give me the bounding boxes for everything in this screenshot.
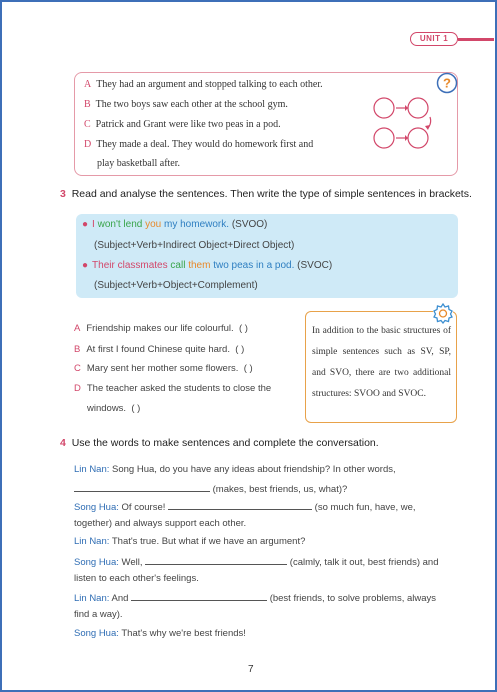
question-icon xyxy=(436,72,458,94)
answer-blank-2[interactable] xyxy=(168,500,312,510)
dialog-line-1: Lin Nan: Song Hua, do you have any ideas about friendship? In other words, xyxy=(74,464,396,475)
option-a: A They had an argument and stopped talking to each other. xyxy=(84,79,323,90)
dialog-line-4-cont: listen to each other's feelings. xyxy=(74,573,199,584)
option-b: B The two boys saw each other at the school gym. xyxy=(84,99,288,110)
dialog-line-3: Lin Nan: That's true. But what if we have an argument? xyxy=(74,536,306,547)
option-d-cont: play basketball after. xyxy=(97,158,181,169)
dialog-line-2-cont: together) and always support each other. xyxy=(74,518,247,529)
dialog-line-5-cont: find a way). xyxy=(74,609,123,620)
dialog-line-6: Song Hua: That's why we're best friends! xyxy=(74,628,246,639)
answer-blank-3[interactable] xyxy=(145,555,287,565)
gear-icon xyxy=(432,302,454,324)
unit-line xyxy=(458,38,494,41)
example-2: ● Their classmates call them two peas in a pod. (SVOC) xyxy=(82,260,333,271)
page-number: 7 xyxy=(248,664,254,675)
dialog-line-2: Song Hua: Of course! (so much fun, have, we, xyxy=(74,502,416,513)
option-c: C Patrick and Grant were like two peas in a pod. xyxy=(84,119,281,130)
dialog-line-5: Lin Nan: And (best friends, to solve problems, always xyxy=(74,593,437,604)
answer-blank-4[interactable] xyxy=(131,591,267,601)
sentence-c: C Mary sent her mother some flowers. ( ) xyxy=(74,363,253,374)
q4-title: 4 Use the words to make sentences and complete the conversation. xyxy=(60,437,379,449)
sentence-b: B At first I found Chinese quite hard. ( ) xyxy=(74,344,245,355)
note-box: In addition to the basic structures of simple sentences such as SV, SP, and SVO, there are two additional structures: SVOO and SVOC. xyxy=(305,311,457,423)
sequence-diagram-icon xyxy=(372,95,434,153)
example-1: ● I won't lend you my homework. (SVOO) xyxy=(82,219,268,230)
q3-title: 3 Read and analyse the sentences. Then write the type of simple sentences in brackets. xyxy=(60,188,472,200)
dialog-line-4: Song Hua: Well, (calmly, talk it out, best friends) and xyxy=(74,557,439,568)
example-1-structure: (Subject+Verb+Indirect Object+Direct Object) xyxy=(94,240,295,251)
unit-badge: UNIT 1 xyxy=(410,32,458,46)
sentence-a: A Friendship makes our life colourful. ( ) xyxy=(74,323,248,334)
dialog-line-1-cont: (makes, best friends, us, what)? xyxy=(74,482,458,495)
svg-text:?: ? xyxy=(443,75,451,91)
answer-blank-1[interactable] xyxy=(74,482,210,492)
example-2-structure: (Subject+Verb+Object+Complement) xyxy=(94,280,258,291)
sentence-d-cont: windows. ( ) xyxy=(87,403,141,414)
sentence-d: D The teacher asked the students to close the xyxy=(74,383,272,394)
examples-box xyxy=(76,214,458,298)
option-d: D They made a deal. They would do homework first and xyxy=(84,139,314,150)
